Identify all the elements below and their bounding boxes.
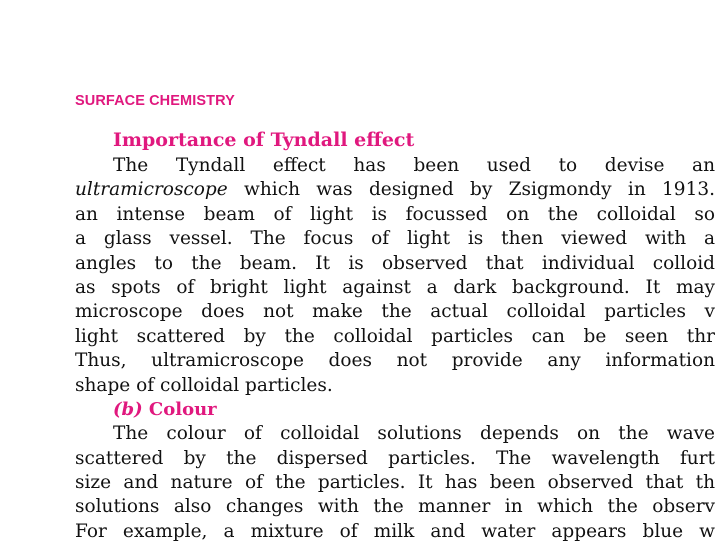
paragraph-line: scattered by the dispersed particles. The wavelength furt (75, 448, 715, 469)
running-head: SURFACE CHEMISTRY (75, 93, 235, 109)
paragraph-line: The Tyndall effect has been used to devise an (113, 155, 715, 176)
paragraph-line-text: which was designed by Zsigmondy in 1913. (244, 179, 715, 200)
paragraph-line: shape of colloidal particles. (75, 375, 333, 396)
section-heading-tyndall: Importance of Tyndall effect (113, 129, 415, 151)
section-heading-text: Colour (148, 399, 217, 420)
paragraph-line: light scattered by the colloidal particles can be seen thr (75, 326, 715, 347)
paragraph-line (75, 178, 715, 202)
paragraph-line: size and nature of the particles. It has been observed that th (75, 472, 715, 493)
paragraph-line: solutions also changes with the manner in which the observ (75, 496, 715, 517)
paragraph-line: Thus, ultramicroscope does not provide any information (75, 350, 715, 371)
paragraph-line: angles to the beam. It is observed that individual colloid (75, 253, 715, 274)
ultramicroscope-term: ultramicroscope (75, 179, 228, 200)
paragraph-line: a glass vessel. The focus of light is then viewed with a (75, 228, 715, 249)
paragraph-line: For example, a mixture of milk and water appears blue w (75, 521, 715, 542)
paragraph-line: microscope does not make the actual colloidal particles v (75, 301, 715, 322)
paragraph-line: an intense beam of light is focussed on the colloidal so (75, 204, 715, 225)
section-heading-colour (113, 399, 217, 420)
section-label: (b) (113, 399, 143, 420)
paragraph-line: The colour of colloidal solutions depends on the wave (113, 423, 715, 444)
paragraph-line: as spots of bright light against a dark background. It may (75, 277, 715, 298)
